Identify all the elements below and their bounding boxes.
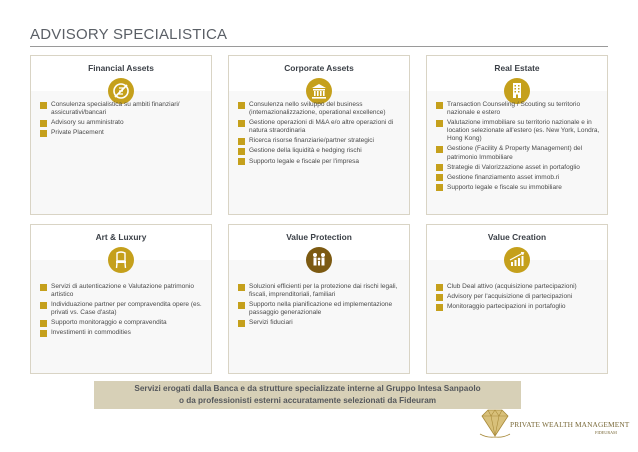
panel-title: Corporate Assets bbox=[284, 63, 354, 73]
list-item: Investimenti in commodities bbox=[40, 329, 205, 337]
footer-line-1: Servizi erogati dalla Banca e da strutture specializzate interne al Gruppo Intesa Sanpaolo bbox=[134, 384, 481, 393]
list-item: Supporto monitoraggio e compravendita bbox=[40, 319, 205, 327]
list-item: Supporto legale e fiscale su immobiliare bbox=[436, 184, 601, 192]
bullet bbox=[40, 330, 47, 337]
brand-logo bbox=[478, 402, 630, 442]
list-item: Gestione finanziamento asset immob.ri bbox=[436, 174, 601, 182]
list-item: Consulenza nello sviluppo del business (internazionalizzazione, operational excellence) bbox=[238, 101, 403, 117]
list-item: Supporto legale e fiscale per l'impresa bbox=[238, 158, 403, 166]
diamond-logo-icon bbox=[478, 406, 512, 442]
list-item: Soluzioni efficienti per la protezione dai rischi legali, fiscali, imprenditoriali, familiari bbox=[238, 283, 403, 299]
list-item: Monitoraggio partecipazioni in portafoglio bbox=[436, 303, 601, 311]
panel-title: Art & Luxury bbox=[95, 232, 147, 242]
family-icon bbox=[306, 247, 332, 273]
list-item: Advisory per l'acquisizione di partecipazioni bbox=[436, 293, 601, 301]
growth-chart-icon bbox=[504, 247, 530, 273]
brand-sub: FIDEURAM bbox=[595, 430, 617, 435]
bullet bbox=[238, 158, 245, 165]
bullet bbox=[436, 146, 443, 153]
panel-financial-assets bbox=[30, 55, 212, 215]
chair-icon bbox=[108, 247, 134, 273]
panel-title: Value Protection bbox=[286, 232, 352, 242]
bullet bbox=[40, 130, 47, 137]
panel-value-creation bbox=[426, 224, 608, 374]
panel-art-luxury bbox=[30, 224, 212, 374]
list-item: Servizi fiduciari bbox=[238, 319, 403, 327]
brand-name: PRIVATE WEALTH MANAGEMENT bbox=[510, 420, 630, 429]
bullet bbox=[238, 102, 245, 109]
bullet bbox=[40, 102, 47, 109]
panel-corporate-assets bbox=[228, 55, 410, 215]
bullet bbox=[40, 284, 47, 291]
bullet bbox=[436, 294, 443, 301]
bullet bbox=[238, 320, 245, 327]
list-item: Individuazione partner per compravendita opere (es. privati vs. Case d'asta) bbox=[40, 301, 205, 317]
list-item: Club Deal attivo (acquisizione partecipazioni) bbox=[436, 283, 601, 291]
footer-line-2: o da professionisti esterni accuratamente selezionati da Fideuram bbox=[178, 396, 437, 405]
bullet bbox=[436, 120, 443, 127]
list-item: Valutazione immobiliare su territorio nazionale e in location selezionate all'estero (es. New York, Londra, Hong Kong) bbox=[436, 119, 601, 143]
list-item: Gestione (Facility & Property Management) del patrimonio Immobiliare bbox=[436, 145, 601, 161]
panel-real-estate bbox=[426, 55, 608, 215]
bullet bbox=[436, 174, 443, 181]
list-item: Advisory su amministrato bbox=[40, 119, 205, 127]
panel-value-protection bbox=[228, 224, 410, 374]
list-item: Supporto nella pianificazione ed implementazione passaggio generazionale bbox=[238, 301, 403, 317]
list-item: Servizi di autenticazione e Valutazione patrimonio artistico bbox=[40, 283, 205, 299]
list-item: Consulenza specialistica su ambiti finanziari/ assicurativi/bancari bbox=[40, 101, 205, 117]
panel-title: Real Estate bbox=[494, 63, 540, 73]
title-divider bbox=[30, 46, 608, 47]
bullet bbox=[436, 164, 443, 171]
list-item: Ricerca risorse finanziarie/partner strategici bbox=[238, 137, 403, 145]
bullet bbox=[238, 302, 245, 309]
page-title: ADVISORY SPECIALISTICA bbox=[30, 26, 228, 43]
bullet bbox=[436, 184, 443, 191]
bullet bbox=[40, 302, 47, 309]
panel-title: Financial Assets bbox=[88, 63, 154, 73]
bullet bbox=[40, 320, 47, 327]
bullet bbox=[238, 120, 245, 127]
bullet bbox=[238, 284, 245, 291]
bullet bbox=[436, 102, 443, 109]
footer-band bbox=[94, 381, 521, 409]
bullet bbox=[436, 284, 443, 291]
list-item: Strategie di Valorizzazione asset in portafoglio bbox=[436, 164, 601, 172]
list-item: Private Placement bbox=[40, 129, 205, 137]
bullet bbox=[238, 138, 245, 145]
list-item: Transaction Counseling / Scouting su territorio nazionale e estero bbox=[436, 101, 601, 117]
bullet bbox=[40, 120, 47, 127]
bullet bbox=[436, 304, 443, 311]
panel-title: Value Creation bbox=[487, 232, 547, 242]
list-item: Gestione operazioni di M&A e/o altre operazioni di natura straordinaria bbox=[238, 119, 403, 135]
list-item: Gestione della liquidità e hedging rischi bbox=[238, 147, 403, 155]
bullet bbox=[238, 148, 245, 155]
